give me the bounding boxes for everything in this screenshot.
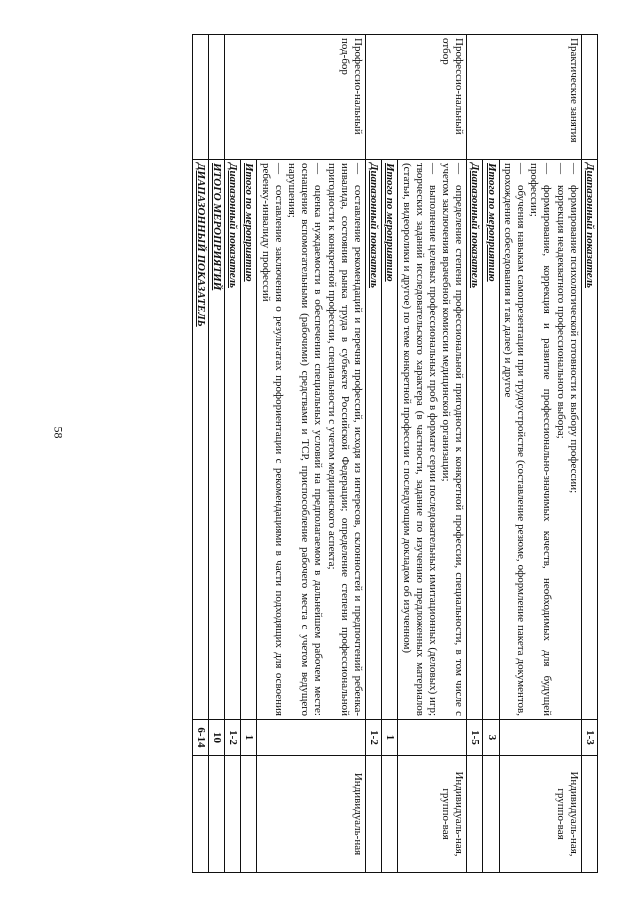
- grand-range-label: ДИАПАЗОННЫЙ ПОКАЗАТЕЛЬ: [192, 160, 208, 720]
- table-row: [225, 35, 241, 873]
- list-item: —составление рекомендаций и перечня профессий, исходя из интересов, склонностей и предпочтений ребенка-инвалида, состояния рынка труда в субъекте Российской Федерации; определение степени профессиональной пригодности к конкретной профессии, специальности с учетом медицинского аспекта;: [325, 163, 364, 716]
- program-table: [192, 34, 598, 873]
- section-content: [398, 160, 467, 720]
- range-label: Диапазонный показатель: [467, 160, 483, 720]
- range-value: 1-3: [581, 720, 597, 756]
- table-row: [241, 35, 257, 873]
- total-label: Итого по мероприятию: [241, 160, 257, 720]
- list-item: —формирование, коррекция и развитие профессионально-значимых качеств, необходимых для будущей профессии;: [528, 163, 554, 716]
- method-cell: Индивидуаль-ная, группо-вая: [398, 756, 467, 873]
- list-item: —обучения навыкам самопрезентации при трудоустройстве (составление резюме, оформление пакета документов, прохождение собеседования и так далее) и другое: [501, 163, 528, 716]
- total-value: 1: [382, 720, 398, 756]
- total-label: Итого по мероприятию: [483, 160, 499, 720]
- grand-total-label: ИТОГО МЕРОПРИЯТИЙ: [208, 160, 224, 720]
- section-content: [499, 160, 581, 720]
- section-name: Практические занятия: [467, 35, 582, 160]
- table-row: [581, 35, 597, 873]
- range-value: 1-5: [467, 720, 483, 756]
- list-item: —определение степени профессиональной пригодности к конкретной профессии, специальности, в том числе с учетом заключения врачебной комиссии медицинской организации;: [440, 163, 466, 716]
- table-row: [398, 35, 467, 873]
- table-row: [257, 35, 366, 873]
- list-item: —выполнение целевых профессиональных проб в формате серии последовательных имитационных (деловых) игр; творческих заданий исследовательского характера (в частности, задание по изучению предложенных материалов (статьи, видеоролики и другое) по теме конкретной профессии с последующим докладом об изученном): [400, 163, 439, 716]
- section-name: Профессио-нальный под-бор: [225, 35, 366, 160]
- table-row: [366, 35, 382, 873]
- list-item: —оценка нуждаемости в обеспечении специальных условий на предполагаемом в дальнейшем рабочем месте: оснащение вспомогательными (рабочими) средствами и ТСР, приспособление рабочего места с учетом ведущего нарушения;: [286, 163, 325, 716]
- range-value: 1-2: [225, 720, 241, 756]
- table-row: [483, 35, 499, 873]
- table-row: [192, 35, 208, 873]
- range-label: Диапазонный показатель: [225, 160, 241, 720]
- section-content: [257, 160, 366, 720]
- list-item: —составление заключения о результатах профориентации с рекомендациями в части подходящих для освоения ребенку-инвалиду профессий: [259, 163, 285, 716]
- grand-range-value: 6-14: [192, 720, 208, 756]
- method-cell: Индивидуаль-ная, группо-вая: [499, 756, 581, 873]
- table-row: [467, 35, 483, 873]
- list-item: —формирование психологической готовности к выбору профессии;: [567, 163, 580, 494]
- table-row: [499, 35, 581, 873]
- grand-total-value: 10: [208, 720, 224, 756]
- total-value: 1: [241, 720, 257, 756]
- range-label: Диапазонный показатель: [581, 160, 597, 720]
- total-label: Итого по мероприятию: [382, 160, 398, 720]
- method-cell: Индивидуаль-ная: [257, 756, 366, 873]
- section-name: Профессио-нальный отбор: [366, 35, 467, 160]
- range-value: 1-2: [366, 720, 382, 756]
- list-item: —коррекция неадекватного профессионального выбора;: [554, 163, 567, 439]
- table-row: [208, 35, 224, 873]
- table-row: [382, 35, 398, 873]
- total-value: 3: [483, 720, 499, 756]
- range-label: Диапазонный показатель: [366, 160, 382, 720]
- document-page: [70, 34, 598, 872]
- page-number: 58: [51, 426, 66, 439]
